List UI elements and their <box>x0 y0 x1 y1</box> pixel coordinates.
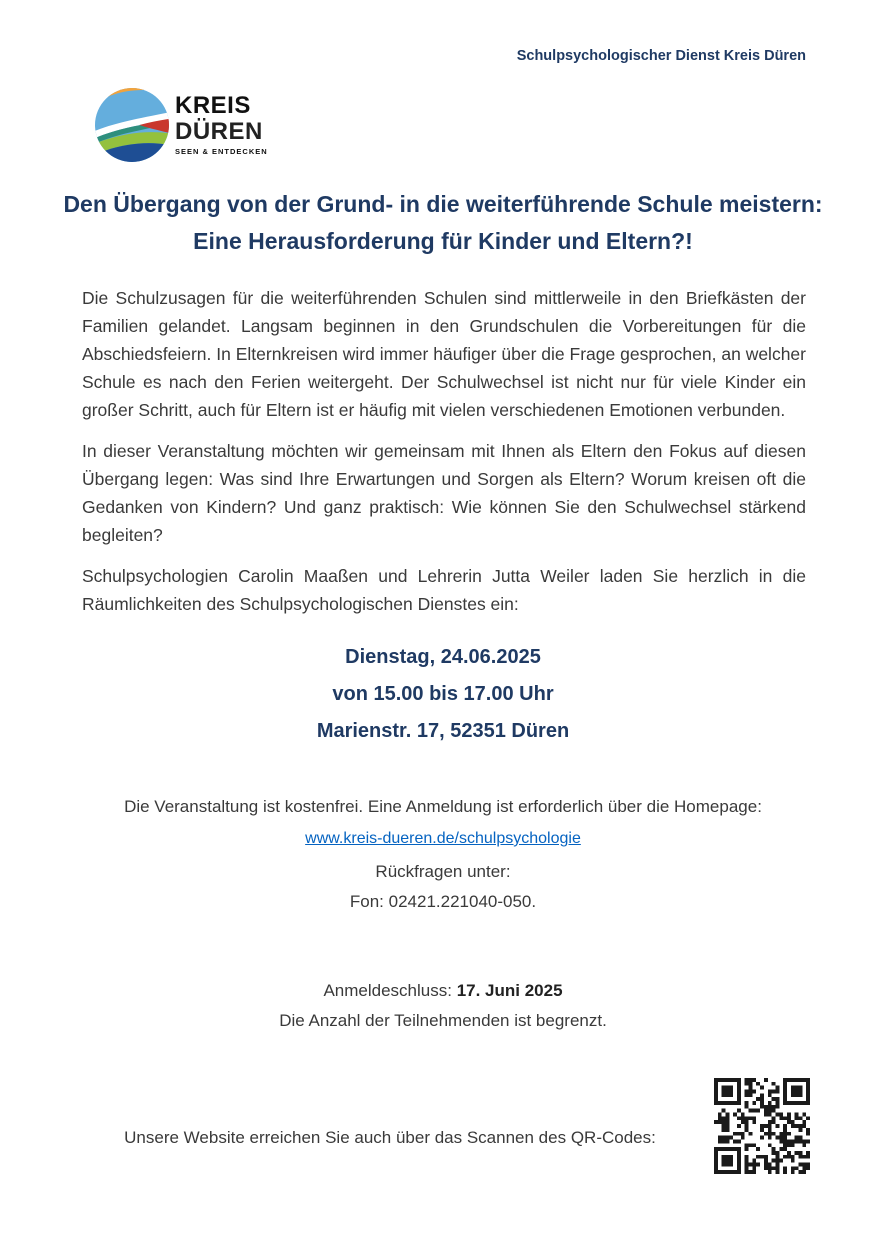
event-time: von 15.00 bis 17.00 Uhr <box>332 683 554 705</box>
intro-paragraph-1: Die Schulzusagen für die weiterführenden Schulen sind mittlerweile in den Briefkästen der Familien gelandet. Langsam beginnen in den Grundschulen die Vorbereitungen für die Abschiedsfeiern. In Elternkreisen wird immer häufiger über die Frage gesprochen, an welcher Schule es nach den Ferien weitergeht. Der Schulwechsel ist nicht nur für viele Kinder ein großer Schritt, auch für Eltern ist er häufig mit vielen verschiedenen Emotionen verbunden. <box>82 288 806 420</box>
questions-label: Rückfragen unter: <box>375 862 511 881</box>
event-date: Dienstag, 24.06.2025 <box>345 646 541 668</box>
page-title-line2: Eine Herausforderung für Kinder und Eltern?! <box>193 227 693 254</box>
invitation-paragraph: Schulpsychologien Carolin Maaßen und Lehrerin Jutta Weiler laden Sie herzlich in die Räumlichkeiten des Schulpsychologischen Dienstes ein: <box>82 566 806 614</box>
qr-instruction-text: Unsere Website erreichen Sie auch über das Scannen des QR-Codes: <box>124 1128 656 1147</box>
page-title <box>40 186 846 260</box>
deadline-label: Anmeldeschluss: <box>323 981 457 1000</box>
header-org-name: Schulpsychologischer Dienst Kreis Düren <box>516 48 806 64</box>
logo-word-dueren: DÜREN <box>175 118 263 146</box>
phone-number: Fon: 02421.221040-050. <box>349 892 537 911</box>
deadline-date: 17. Juni 2025 <box>456 981 563 1000</box>
intro-paragraph-2: In dieser Veranstaltung möchten wir gemeinsam mit Ihnen als Eltern den Fokus auf diesen Übergang legen: Was sind Ihre Erwartungen und Sorgen als Eltern? Worum kreisen oft die Gedanken von Kindern? Und ganz praktisch: Wie können Sie den Schulwechsel stärkend begleiten? <box>82 441 806 545</box>
event-details <box>0 646 886 757</box>
logo-word-kreis: KREIS <box>175 92 251 120</box>
capacity-note: Die Anzahl der Teilnehmenden ist begrenzt. <box>279 1011 607 1030</box>
registration-info: Die Veranstaltung ist kostenfrei. Eine Anmeldung ist erforderlich über die Homepage: <box>124 797 762 816</box>
registration-link-row <box>0 830 886 848</box>
event-address: Marienstr. 17, 52351 Düren <box>316 720 570 742</box>
kreis-dueren-logo-icon <box>95 88 169 162</box>
deadline-row <box>0 981 886 1001</box>
homepage-link[interactable]: www.kreis-dueren.de/schulpsychologie <box>305 830 581 847</box>
logo-tagline: SEEN & ENTDECKEN <box>175 147 268 157</box>
logo-wordmark <box>175 94 268 156</box>
kreis-dueren-logo <box>95 88 268 162</box>
page-title-line1: Den Übergang von der Grund- in die weiterführende Schule meistern: <box>63 191 823 217</box>
qr-code-icon <box>712 1078 812 1174</box>
